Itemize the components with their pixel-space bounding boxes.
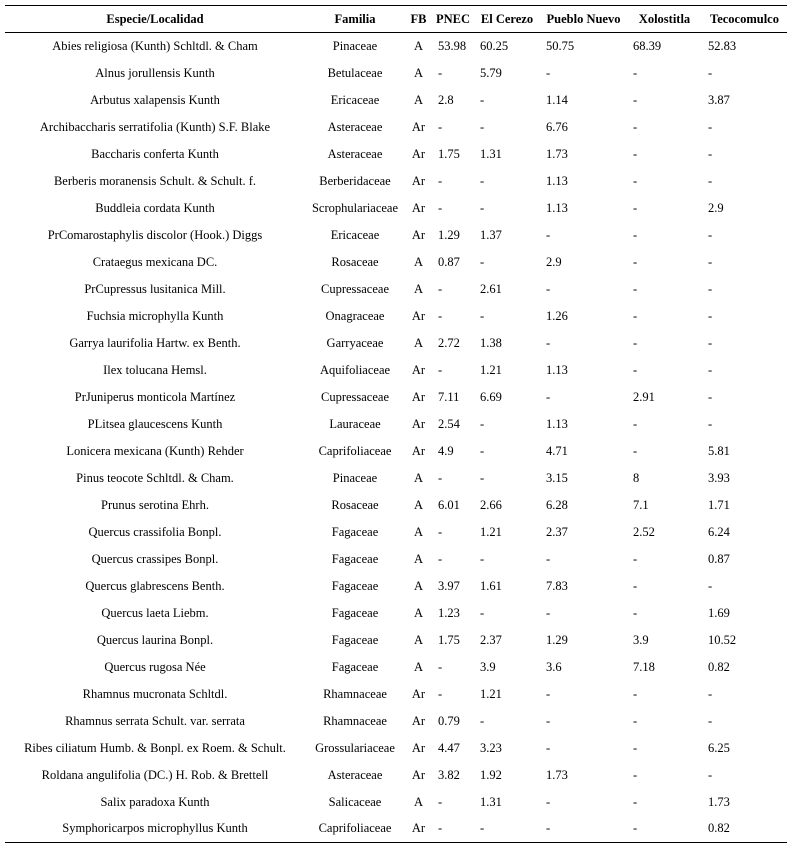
fb-cell: A <box>413 470 424 485</box>
xolostitla-cell: 7.18 <box>633 659 655 674</box>
xolostitla-cell: 2.91 <box>633 389 655 404</box>
species-cell: PrComarostaphylis discolor (Hook.) Diggs <box>47 227 263 242</box>
fb-cell: A <box>413 497 424 512</box>
pueblo-nuevo-cell: 1.73 <box>546 146 568 161</box>
table-row <box>5 654 787 681</box>
el-cerezo-cell: 1.37 <box>480 227 502 242</box>
family-cell: Ericaceae <box>330 92 380 107</box>
xolostitla-cell: - <box>627 816 702 843</box>
table-row <box>5 762 787 789</box>
el-cerezo-cell: - <box>474 816 540 843</box>
pueblo-nuevo-cell: 2.37 <box>546 524 568 539</box>
fb-cell: A <box>413 92 424 107</box>
pueblo-nuevo-cell: - <box>546 551 551 566</box>
species-table <box>5 5 787 843</box>
species-cell: Baccharis conferta Kunth <box>91 146 219 161</box>
pueblo-nuevo-cell: 1.13 <box>546 362 568 377</box>
tecocomulco-cell: - <box>708 281 713 296</box>
fb-cell: A <box>413 335 424 350</box>
table-row <box>5 708 787 735</box>
species-cell: Berberis moranensis Schult. & Schult. f. <box>53 173 257 188</box>
pueblo-nuevo-cell: 7.83 <box>546 578 568 593</box>
tecocomulco-cell: - <box>708 416 713 431</box>
xolostitla-cell: - <box>633 794 638 809</box>
table-row <box>5 681 787 708</box>
tecocomulco-cell: 3.93 <box>708 470 730 485</box>
header-el-cerezo: El Cerezo <box>474 6 540 33</box>
family-cell: Betulaceae <box>327 65 383 80</box>
tecocomulco-cell: 2.9 <box>708 200 724 215</box>
table-row <box>5 222 787 249</box>
table-row <box>5 249 787 276</box>
fb-cell: Ar <box>411 362 426 377</box>
el-cerezo-cell: - <box>480 173 485 188</box>
fb-cell: Ar <box>411 686 426 701</box>
pnec-cell: - <box>438 362 443 377</box>
pnec-cell: 3.82 <box>438 767 460 782</box>
header-xolostitla: Xolostitla <box>627 6 702 33</box>
xolostitla-cell: - <box>633 146 638 161</box>
table-row <box>5 735 787 762</box>
species-cell: PrCupressus lusitanica Mill. <box>84 281 226 296</box>
pueblo-nuevo-cell: 1.13 <box>546 416 568 431</box>
species-cell: Archibaccharis serratifolia (Kunth) S.F. Blake <box>39 119 271 134</box>
table-row <box>5 789 787 816</box>
pnec-cell: - <box>438 281 443 296</box>
el-cerezo-cell: 6.69 <box>480 389 502 404</box>
pnec-cell: - <box>438 119 443 134</box>
tecocomulco-cell: 6.24 <box>708 524 730 539</box>
tecocomulco-cell: - <box>708 254 713 269</box>
tecocomulco-cell: 1.71 <box>708 497 730 512</box>
table-row <box>5 627 787 654</box>
el-cerezo-cell: 3.9 <box>480 659 496 674</box>
fb-cell: Ar <box>405 816 432 843</box>
family-cell: Lauraceae <box>329 416 381 431</box>
pnec-cell: 4.47 <box>438 740 460 755</box>
xolostitla-cell: - <box>633 713 638 728</box>
table-row <box>5 303 787 330</box>
pnec-cell: 53.98 <box>438 38 467 53</box>
family-cell: Aquifoliaceae <box>319 362 391 377</box>
fb-cell: Ar <box>411 389 426 404</box>
family-cell: Caprifoliaceae <box>305 816 405 843</box>
xolostitla-cell: - <box>633 551 638 566</box>
pueblo-nuevo-cell: - <box>546 740 551 755</box>
el-cerezo-cell: 1.92 <box>480 767 502 782</box>
fb-cell: A <box>413 578 424 593</box>
family-cell: Onagraceae <box>325 308 385 323</box>
table-row <box>5 141 787 168</box>
pnec-cell: - <box>438 524 443 539</box>
tecocomulco-cell: - <box>708 119 713 134</box>
tecocomulco-cell: - <box>708 362 713 377</box>
family-cell: Rhamnaceae <box>323 713 387 728</box>
table-row <box>5 87 787 114</box>
species-cell: Crataegus mexicana DC. <box>92 254 218 269</box>
pueblo-nuevo-cell: 6.28 <box>546 497 568 512</box>
table-row <box>5 168 787 195</box>
el-cerezo-cell: - <box>480 254 485 269</box>
tecocomulco-cell: - <box>708 389 713 404</box>
el-cerezo-cell: 60.25 <box>480 38 509 53</box>
pueblo-nuevo-cell: 1.13 <box>546 200 568 215</box>
pueblo-nuevo-cell: 1.29 <box>546 632 568 647</box>
family-cell: Rhamnaceae <box>323 686 387 701</box>
pueblo-nuevo-cell: 6.76 <box>546 119 568 134</box>
family-cell: Rosaceae <box>331 254 379 269</box>
el-cerezo-cell: - <box>480 443 485 458</box>
pnec-cell: - <box>432 816 474 843</box>
family-cell: Fagaceae <box>331 605 379 620</box>
el-cerezo-cell: - <box>480 470 485 485</box>
pnec-cell: - <box>438 173 443 188</box>
fb-cell: A <box>413 65 424 80</box>
pnec-cell: 4.9 <box>438 443 454 458</box>
fb-cell: Ar <box>411 740 426 755</box>
tecocomulco-cell: 0.82 <box>708 659 730 674</box>
family-cell: Asteraceae <box>327 767 383 782</box>
species-cell: Quercus laurina Bonpl. <box>96 632 214 647</box>
pnec-cell: - <box>438 659 443 674</box>
el-cerezo-cell: - <box>480 605 485 620</box>
pnec-cell: 1.29 <box>438 227 460 242</box>
el-cerezo-cell: 5.79 <box>480 65 502 80</box>
table-row <box>5 411 787 438</box>
xolostitla-cell: - <box>633 281 638 296</box>
fb-cell: Ar <box>411 308 426 323</box>
pnec-cell: 6.01 <box>438 497 460 512</box>
table-row <box>5 384 787 411</box>
pnec-cell: 0.87 <box>438 254 460 269</box>
pnec-cell: 2.8 <box>438 92 454 107</box>
species-cell: Quercus crassifolia Bonpl. <box>88 524 222 539</box>
family-cell: Garryaceae <box>326 335 384 350</box>
xolostitla-cell: 3.9 <box>633 632 649 647</box>
pnec-cell: - <box>438 200 443 215</box>
tecocomulco-cell: - <box>708 335 713 350</box>
xolostitla-cell: 8 <box>633 470 640 485</box>
pueblo-nuevo-cell: 1.73 <box>546 767 568 782</box>
el-cerezo-cell: - <box>480 713 485 728</box>
species-cell: Rhamnus serrata Schult. var. serrata <box>65 713 245 728</box>
pueblo-nuevo-cell: 1.14 <box>546 92 568 107</box>
fb-cell: Ar <box>411 173 426 188</box>
family-cell: Caprifoliaceae <box>318 443 392 458</box>
tecocomulco-cell: - <box>708 308 713 323</box>
pueblo-nuevo-cell: - <box>546 281 551 296</box>
pueblo-nuevo-cell: - <box>546 335 551 350</box>
family-cell: Pinaceae <box>332 38 378 53</box>
fb-cell: Ar <box>411 146 426 161</box>
table-row <box>5 465 787 492</box>
el-cerezo-cell: - <box>480 551 485 566</box>
tecocomulco-cell: - <box>708 173 713 188</box>
fb-cell: A <box>413 632 424 647</box>
el-cerezo-cell: 1.31 <box>480 146 502 161</box>
family-cell: Cupressaceae <box>320 281 390 296</box>
family-cell: Asteraceae <box>327 146 383 161</box>
xolostitla-cell: - <box>633 578 638 593</box>
header-fb: FB <box>405 6 432 33</box>
pnec-cell: 2.72 <box>438 335 460 350</box>
tecocomulco-cell: 6.25 <box>708 740 730 755</box>
species-cell: Symphoricarpos microphyllus Kunth <box>5 816 305 843</box>
family-cell: Cupressaceae <box>320 389 390 404</box>
el-cerezo-cell: - <box>480 200 485 215</box>
xolostitla-cell: - <box>633 740 638 755</box>
fb-cell: Ar <box>411 119 426 134</box>
fb-cell: A <box>413 794 424 809</box>
tecocomulco-cell: - <box>708 65 713 80</box>
pnec-cell: - <box>438 470 443 485</box>
el-cerezo-cell: - <box>480 308 485 323</box>
fb-cell: A <box>413 524 424 539</box>
fb-cell: A <box>413 281 424 296</box>
fb-cell: A <box>413 254 424 269</box>
pueblo-nuevo-cell: 50.75 <box>546 38 575 53</box>
tecocomulco-cell: - <box>708 713 713 728</box>
fb-cell: Ar <box>411 443 426 458</box>
species-cell: Garrya laurifolia Hartw. ex Benth. <box>69 335 241 350</box>
family-cell: Fagaceae <box>331 578 379 593</box>
pnec-cell: - <box>438 551 443 566</box>
family-cell: Salicaceae <box>328 794 382 809</box>
pueblo-nuevo-cell: - <box>546 794 551 809</box>
species-cell: Quercus crassipes Bonpl. <box>91 551 219 566</box>
species-cell: Quercus rugosa Née <box>104 659 206 674</box>
xolostitla-cell: 7.1 <box>633 497 649 512</box>
el-cerezo-cell: 1.21 <box>480 362 502 377</box>
table-row <box>5 816 787 843</box>
tecocomulco-cell: - <box>708 578 713 593</box>
family-cell: Pinaceae <box>332 470 378 485</box>
pueblo-nuevo-cell: 3.6 <box>546 659 562 674</box>
table-row <box>5 573 787 600</box>
species-cell: Alnus jorullensis Kunth <box>95 65 215 80</box>
family-cell: Fagaceae <box>331 551 379 566</box>
tecocomulco-cell: 10.52 <box>708 632 737 647</box>
fb-cell: Ar <box>411 416 426 431</box>
xolostitla-cell: - <box>633 65 638 80</box>
species-cell: Rhamnus mucronata Schltdl. <box>82 686 228 701</box>
table-row <box>5 357 787 384</box>
el-cerezo-cell: 2.61 <box>480 281 502 296</box>
species-cell: Ilex tolucana Hemsl. <box>103 362 207 377</box>
family-cell: Berberidaceae <box>319 173 391 188</box>
header-row <box>5 6 787 33</box>
pueblo-nuevo-cell: 4.71 <box>546 443 568 458</box>
pueblo-nuevo-cell: 1.13 <box>546 173 568 188</box>
pueblo-nuevo-cell: - <box>546 227 551 242</box>
table-row <box>5 330 787 357</box>
tecocomulco-cell: 0.82 <box>702 816 787 843</box>
pnec-cell: - <box>438 686 443 701</box>
el-cerezo-cell: - <box>480 416 485 431</box>
el-cerezo-cell: - <box>480 119 485 134</box>
xolostitla-cell: - <box>633 92 638 107</box>
pueblo-nuevo-cell: - <box>546 605 551 620</box>
table-row <box>5 600 787 627</box>
xolostitla-cell: - <box>633 767 638 782</box>
table-body <box>5 33 787 843</box>
pnec-cell: - <box>438 65 443 80</box>
header-familia: Familia <box>305 6 405 33</box>
table-row <box>5 492 787 519</box>
pnec-cell: 3.97 <box>438 578 460 593</box>
fb-cell: A <box>413 551 424 566</box>
pueblo-nuevo-cell: - <box>546 389 551 404</box>
family-cell: Fagaceae <box>331 659 379 674</box>
family-cell: Scrophulariaceae <box>311 200 399 215</box>
tecocomulco-cell: - <box>708 227 713 242</box>
species-cell: Arbutus xalapensis Kunth <box>90 92 220 107</box>
table-row <box>5 276 787 303</box>
pueblo-nuevo-cell: 1.26 <box>546 308 568 323</box>
xolostitla-cell: 2.52 <box>633 524 655 539</box>
pueblo-nuevo-cell: - <box>540 816 627 843</box>
el-cerezo-cell: 1.38 <box>480 335 502 350</box>
fb-cell: Ar <box>411 713 426 728</box>
xolostitla-cell: - <box>633 362 638 377</box>
species-cell: PrJuniperus monticola Martínez <box>74 389 236 404</box>
el-cerezo-cell: 1.61 <box>480 578 502 593</box>
fb-cell: Ar <box>411 227 426 242</box>
table-row <box>5 195 787 222</box>
xolostitla-cell: - <box>633 443 638 458</box>
table-row <box>5 438 787 465</box>
pnec-cell: 1.75 <box>438 632 460 647</box>
tecocomulco-cell: 1.69 <box>708 605 730 620</box>
pueblo-nuevo-cell: - <box>546 65 551 80</box>
species-cell: Roldana angulifolia (DC.) H. Rob. & Brettell <box>41 767 269 782</box>
fb-cell: Ar <box>411 200 426 215</box>
xolostitla-cell: - <box>633 119 638 134</box>
pnec-cell: 1.23 <box>438 605 460 620</box>
species-cell: Prunus serotina Ehrh. <box>101 497 209 512</box>
tecocomulco-cell: - <box>708 146 713 161</box>
xolostitla-cell: - <box>633 173 638 188</box>
species-cell: PLitsea glaucescens Kunth <box>87 416 223 431</box>
header-especie: Especie/Localidad <box>5 6 305 33</box>
tecocomulco-cell: 0.87 <box>708 551 730 566</box>
species-cell: Ribes ciliatum Humb. & Bonpl. ex Roem. & Schult. <box>24 740 286 755</box>
species-cell: Quercus laeta Liebm. <box>101 605 209 620</box>
xolostitla-cell: - <box>633 254 638 269</box>
table-row <box>5 33 787 60</box>
tecocomulco-cell: 1.73 <box>708 794 730 809</box>
species-cell: Quercus glabrescens Benth. <box>85 578 225 593</box>
pnec-cell: - <box>438 794 443 809</box>
family-cell: Asteraceae <box>327 119 383 134</box>
header-tecocomulco: Tecocomulco <box>702 6 787 33</box>
header-pueblo-nuevo: Pueblo Nuevo <box>540 6 627 33</box>
pueblo-nuevo-cell: - <box>546 713 551 728</box>
xolostitla-cell: - <box>633 200 638 215</box>
xolostitla-cell: 68.39 <box>633 38 662 53</box>
table-row <box>5 60 787 87</box>
el-cerezo-cell: 1.21 <box>480 686 502 701</box>
tecocomulco-cell: 52.83 <box>708 38 737 53</box>
xolostitla-cell: - <box>633 416 638 431</box>
pnec-cell: 1.75 <box>438 146 460 161</box>
table-row <box>5 546 787 573</box>
species-cell: Fuchsia microphylla Kunth <box>86 308 224 323</box>
species-cell: Buddleia cordata Kunth <box>95 200 215 215</box>
tecocomulco-cell: - <box>708 686 713 701</box>
species-cell: Pinus teocote Schltdl. & Cham. <box>76 470 234 485</box>
family-cell: Fagaceae <box>331 524 379 539</box>
xolostitla-cell: - <box>633 686 638 701</box>
family-cell: Fagaceae <box>331 632 379 647</box>
fb-cell: A <box>413 38 424 53</box>
pnec-cell: 0.79 <box>438 713 460 728</box>
pnec-cell: 7.11 <box>438 389 460 404</box>
fb-cell: A <box>413 659 424 674</box>
family-cell: Rosaceae <box>331 497 379 512</box>
tecocomulco-cell: 5.81 <box>708 443 730 458</box>
xolostitla-cell: - <box>633 308 638 323</box>
species-cell: Salix paradoxa Kunth <box>100 794 210 809</box>
family-cell: Grossulariaceae <box>315 740 395 755</box>
el-cerezo-cell: 1.31 <box>480 794 502 809</box>
tecocomulco-cell: - <box>708 767 713 782</box>
species-cell: Abies religiosa (Kunth) Schltdl. & Cham <box>52 38 258 53</box>
table-row <box>5 114 787 141</box>
header-pnec: PNEC <box>432 6 474 33</box>
species-cell: Lonicera mexicana (Kunth) Rehder <box>66 443 244 458</box>
pueblo-nuevo-cell: 2.9 <box>546 254 562 269</box>
fb-cell: A <box>413 605 424 620</box>
el-cerezo-cell: 2.37 <box>480 632 502 647</box>
el-cerezo-cell: - <box>480 92 485 107</box>
fb-cell: Ar <box>411 767 426 782</box>
el-cerezo-cell: 3.23 <box>480 740 502 755</box>
family-cell: Ericaceae <box>330 227 380 242</box>
el-cerezo-cell: 1.21 <box>480 524 502 539</box>
pnec-cell: 2.54 <box>438 416 460 431</box>
table-row <box>5 519 787 546</box>
xolostitla-cell: - <box>633 335 638 350</box>
xolostitla-cell: - <box>633 227 638 242</box>
pueblo-nuevo-cell: - <box>546 686 551 701</box>
xolostitla-cell: - <box>633 605 638 620</box>
tecocomulco-cell: 3.87 <box>708 92 730 107</box>
pnec-cell: - <box>438 308 443 323</box>
pueblo-nuevo-cell: 3.15 <box>546 470 568 485</box>
el-cerezo-cell: 2.66 <box>480 497 502 512</box>
